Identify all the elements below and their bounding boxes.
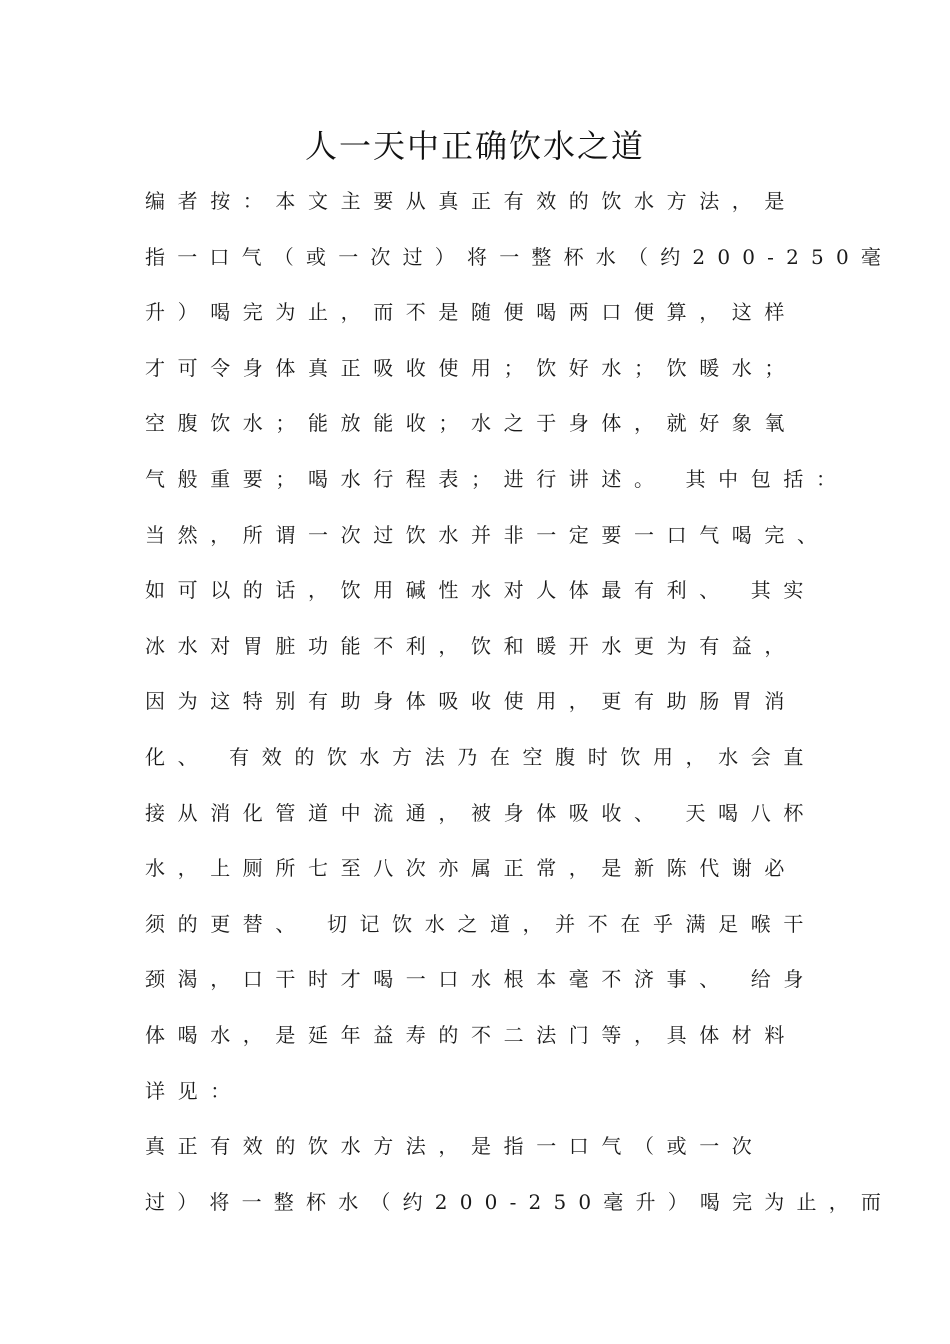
body-line: 如可以的话，饮用碱性水对人体最有利、 其实: [145, 578, 816, 603]
body-line: 冰水对胃脏功能不利，饮和暖开水更为有益，: [145, 633, 797, 658]
body-line: 接从消化管道中流通，被身体吸收、 天喝八杯: [145, 800, 816, 825]
body-line: 体喝水，是延年益寿的不二法门等，具体材料: [145, 1022, 797, 1047]
body-line: 空腹饮水；能放能收；水之于身体，就好象氧: [145, 411, 797, 436]
document-title: 人一天中正确饮水之道: [304, 127, 645, 165]
body-line: 当然，所谓一次过饮水并非一定要一口气喝完、: [145, 522, 830, 547]
body-line: 编者按：本文主要从真正有效的饮水方法，是: [145, 189, 797, 213]
body-line: 须的更替、 切记饮水之道，并不在乎满足喉干: [145, 911, 816, 936]
body-line: 因为这特别有助身体吸收使用，更有助肠胃消: [145, 689, 797, 714]
body-line: 指一口气（或一次过）将一整杯水（约200-250毫: [145, 244, 894, 269]
body-line: 颈渴，口干时才喝一口水根本毫不济事、 给身: [145, 967, 816, 992]
body-line: 化、 有效的饮水方法乃在空腹时饮用，水会直: [145, 744, 816, 769]
body-line: 详见：: [145, 1078, 243, 1103]
body-line: 水，上厕所七至八次亦属正常，是新陈代谢必: [145, 856, 797, 881]
document-body: [145, 178, 894, 1234]
body-line: 才可令身体真正吸收使用；饮好水；饮暖水；: [145, 355, 797, 380]
body-line: 真正有效的饮水方法，是指一口气（或一次: [145, 1134, 765, 1159]
body-line: 气般重要；喝水行程表；进行讲述。 其中包括：: [145, 466, 849, 491]
body-line: 过）将一整杯水（约200-250毫升）喝完为止，而: [145, 1189, 894, 1214]
body-line: 升）喝完为止，而不是随便喝两口便算，这样: [145, 300, 797, 325]
